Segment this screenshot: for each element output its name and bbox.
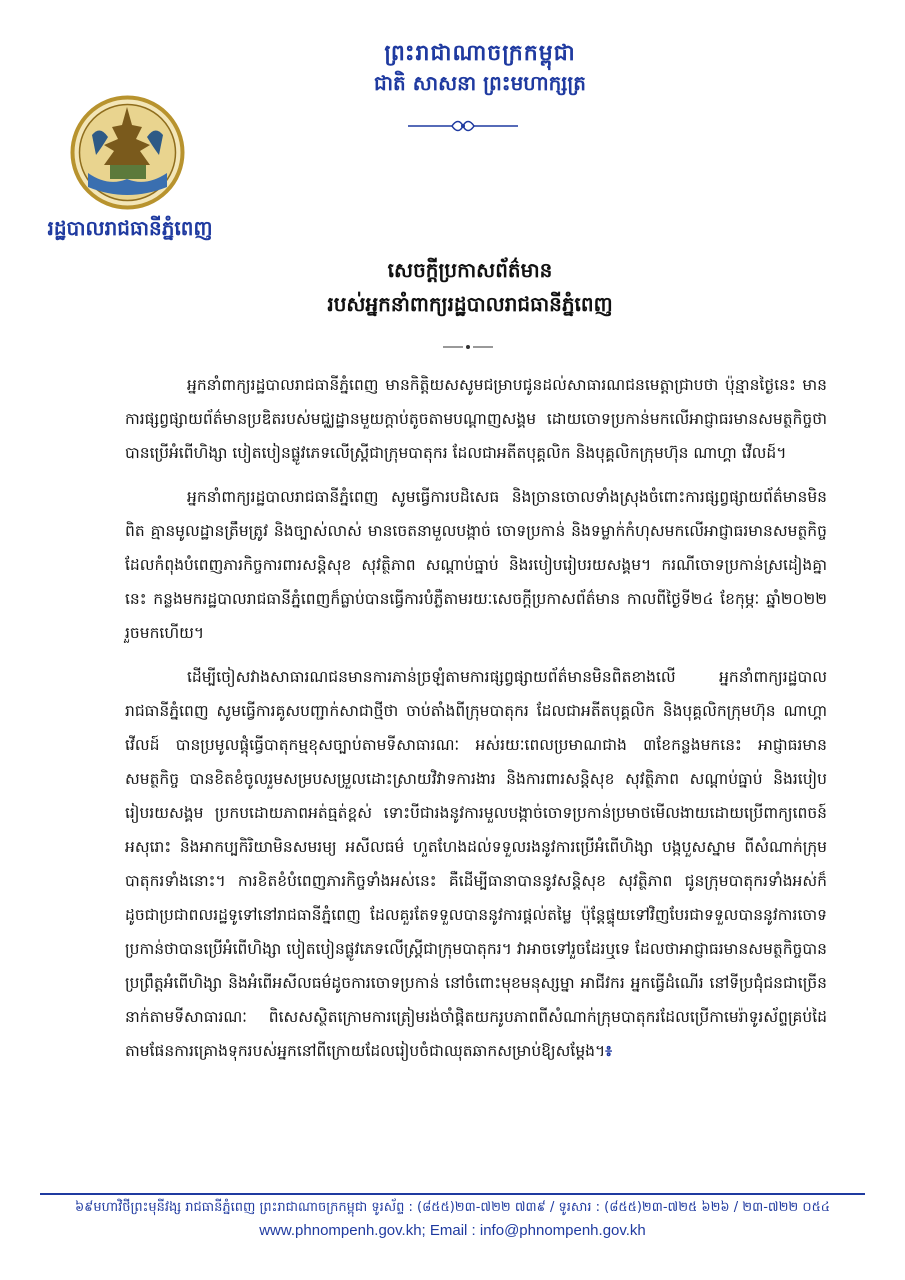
title-line-2: របស់អ្នកនាំពាក្យរដ្ឋបាលរាជធានីភ្នំពេញ [327, 292, 613, 316]
document-body [125, 368, 827, 1078]
paragraph-1: អ្នកនាំពាក្យរដ្ឋបាលរាជធានីភ្នំពេញ មានកិត្តិយសសូមជម្រាបជូនដល់សាធារណជនមេត្តាជ្រាបថា ប៉ុន្មានថ្ងៃនេះ មានការផ្សព្វផ្សាយព័ត៌មានប្រឌិតរបស់មជ្ឈដ្ឋានមួយក្ដាប់តូចតាមបណ្ដាញសង្គម ដោយចោទប្រកាន់មកលើអាជ្ញាធរមានសមត្ថកិច្ចថាបានប្រើអំពើហិង្សា បៀតបៀនផ្លូវភេទលើស្ត្រីជាក្រុមបាតុករ ដែលជាអតីតបុគ្គលិក និងបុគ្គលិកក្រុមហ៊ុន ណាហ្គា វើលដ៍។ [125, 376, 827, 462]
footer-contact[interactable]: www.phnompenh.gov.kh; Email : info@phnompenh.gov.kh [259, 1222, 646, 1239]
end-mark: ៖ [605, 1042, 613, 1060]
kingdom-title: ព្រះរាជាណាចក្រកម្ពុជា [384, 40, 576, 66]
letterhead [290, 38, 670, 98]
title-line-1: សេចក្ដីប្រកាសព័ត៌មាន [387, 258, 553, 282]
divider-ornament-icon [443, 343, 493, 351]
document-title [210, 253, 730, 321]
municipality-name: រដ្ឋបាលរាជធានីភ្នំពេញ [47, 216, 213, 240]
municipal-seal-icon [70, 95, 185, 210]
footer-divider [40, 1193, 865, 1195]
footer-address: ៦៩មហាវិថីព្រះមុនីវង្ស រាជធានីភ្នំពេញ ព្រះរាជាណាចក្រកម្ពុជា ទូរស័ព្ទ : (៨៥៥)២៣-៧២២ ៧៣៩ / ទូរសារ : (៨៥៥)២៣-៧២៥ ៦២៦ / ២៣-៧២២ ០៥៤ [74, 1200, 831, 1215]
national-motto: ជាតិ សាសនា ព្រះមហាក្សត្រ [374, 71, 586, 95]
paragraph-2: អ្នកនាំពាក្យរដ្ឋបាលរាជធានីភ្នំពេញ សូមធ្វើការបដិសេធ និងច្រានចោលទាំងស្រុងចំពោះការផ្សព្វផ្សាយព័ត៌មានមិនពិត គ្មានមូលដ្ឋានត្រឹមត្រូវ និងច្បាស់លាស់ មានចេតនាមួលបង្កាច់ ចោទប្រកាន់ និងទម្លាក់កំហុសមកលើអាជ្ញាធរមានសមត្ថកិច្ចដែលកំពុងបំពេញភារកិច្ចការពារសន្តិសុខ សុវត្ថិភាព សណ្ដាប់ធ្នាប់ និងរបៀបរៀបរយសង្គម។ ករណីចោទប្រកាន់ស្រដៀងគ្នានេះ កន្លងមករដ្ឋបាលរាជធានីភ្នំពេញក៏ធ្លាប់បានធ្វើការបំភ្លឺតាមរយៈសេចក្ដីប្រកាសព័ត៌មាន កាលពីថ្ងៃទី២៤ ខែកុម្ភៈ ឆ្នាំ២០២២ រួចមកហើយ។ [125, 488, 827, 642]
paragraph-3 [125, 660, 827, 1068]
ornament-icon [408, 118, 518, 134]
paragraph-3-text: ដើម្បីចៀសវាងសាធារណជនមានការភាន់ច្រឡំតាមការផ្សព្វផ្សាយព័ត៌មានមិនពិតខាងលើ អ្នកនាំពាក្យរដ្ឋបាលរាជធានីភ្នំពេញ សូមធ្វើការគូសបញ្ជាក់សាជាថ្មីថា ចាប់តាំងពីក្រុមបាតុករ ដែលជាអតីតបុគ្គលិក និងបុគ្គលិកក្រុមហ៊ុន ណាហ្គា វើលដ៍ បានប្រមូលផ្ដុំធ្វើបាតុកម្មខុសច្បាប់តាមទីសាធារណៈ អស់រយៈពេលប្រមាណជាង ៣ខែកន្លងមកនេះ អាជ្ញាធរមានសមត្ថកិច្ច បានខិតខំចូលរួមសម្របសម្រួលដោះស្រាយវិវាទការងារ និងការពារសន្តិសុខ សុវត្ថិភាព សណ្ដាប់ធ្នាប់ និងរបៀបរៀបរយសង្គម ប្រកបដោយភាពអត់ធ្មត់ខ្ពស់ ទោះបីជារងនូវការមួលបង្កាច់ចោទប្រកាន់ប្រមាថមើលងាយដោយប្រើពាក្យពេចន៍អសុរោះ និងអាកប្បកិរិយាមិនសមរម្យ អសីលធម៌ ហួតហែងដល់ទទួលរងនូវការប្រើអំពើហិង្សា បង្កបួសស្នាម ពីសំណាក់ក្រុមបាតុករទាំងនោះ។ ការខិតខំបំពេញភារកិច្ចទាំងអស់នេះ គឺដើម្បីធានាបាននូវសន្តិសុខ សុវត្ថិភាព ជូនក្រុមបាតុករទាំងអស់ក៏ដូចជាប្រជាពលរដ្ឋទូទៅនៅរាជធានីភ្នំពេញ ដែលគួរតែទទួលបាននូវការផ្ដល់តម្លៃ ប៉ុន្តែផ្ទុយទៅវិញបែរជាទទួលបាននូវការចោទប្រកាន់ថាបានប្រើអំពើហិង្សា បៀតបៀនផ្លូវភេទលើស្ត្រីជាក្រុមបាតុករ។ វាអាចទៅរួចដែរឬទេ ដែលថាអាជ្ញាធរមានសមត្ថកិច្ចបានប្រព្រឹត្តអំពើហិង្សា និងអំពើអសីលធម៌ដូចការចោទប្រកាន់ នៅចំពោះមុខមនុស្សម្នា អាជីវករ អ្នកធ្វើដំណើរ នៅទីប្រជុំជនជាច្រើននាក់តាមទីសាធារណៈ ពិសេសស្ថិតក្រោមការត្រៀមរង់ចាំផ្ដិតយករូបភាពពីសំណាក់ក្រុមបាតុករដែលប្រើកាមេរ៉ាទូរស័ព្ទគ្រប់ដៃ តាមផែនការគ្រោងទុករបស់អ្នកនៅពីក្រោយដែលរៀបចំជាឈុតឆាកសម្រាប់ឱ្យសម្ដែង។ [125, 668, 827, 1060]
